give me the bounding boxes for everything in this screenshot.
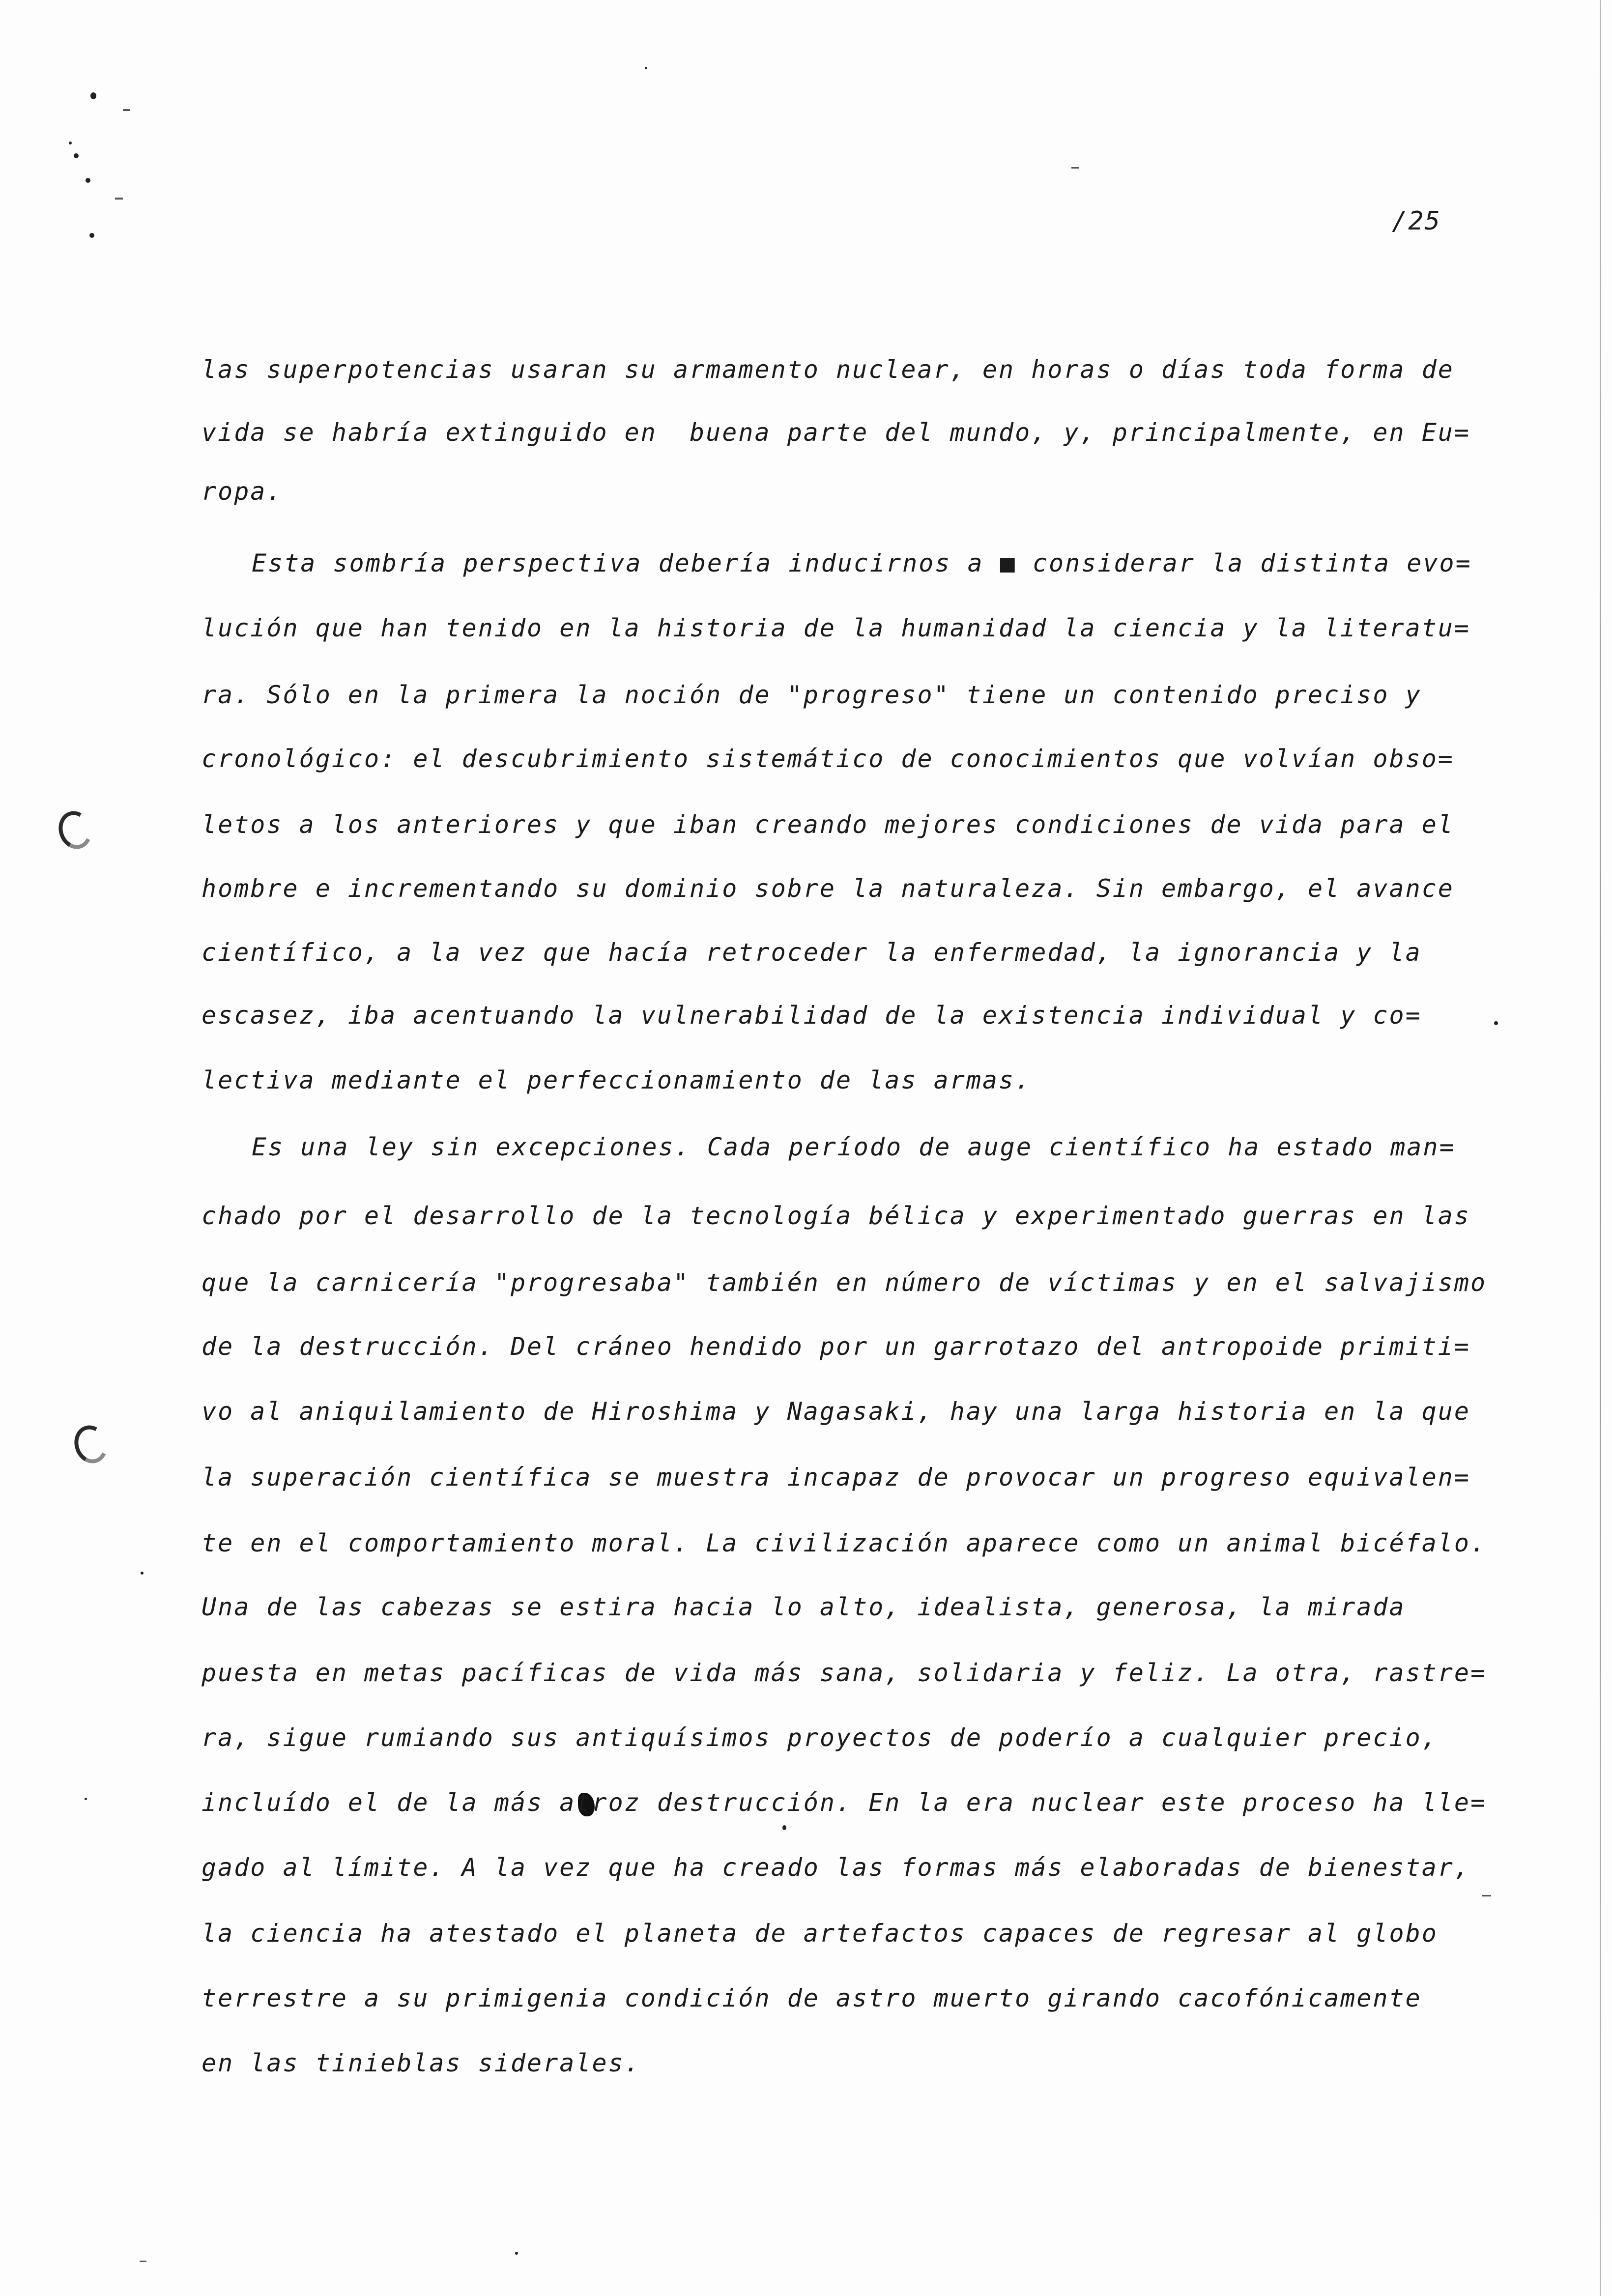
text-line: Es una ley sin excepciones. Cada período de auge científico ha estado man= <box>252 1133 1456 1161</box>
text-line: cronológico: el descubrimiento sistemático de conocimientos que volvían obso= <box>202 745 1454 773</box>
margin-dash <box>123 109 130 111</box>
text-line: de la destrucción. Del cráneo hendido por un garrotazo del antropoide primiti= <box>202 1332 1470 1361</box>
text-line: la ciencia ha atestado el planeta de artefactos capaces de regresar al globo <box>202 1919 1438 1948</box>
margin-speck <box>69 142 72 144</box>
text-line: lectiva mediante el perfeccionamiento de las armas. <box>202 1066 1032 1094</box>
text-line: chado por el desarrollo de la tecnología bélica y experimentado guerras en las <box>202 1202 1470 1230</box>
text-line: científico, a la vez que hacía retroceder la enfermedad, la ignorancia y la <box>202 938 1422 967</box>
punch-hole <box>70 1421 113 1468</box>
margin-speck <box>90 92 96 99</box>
text-line: lución que han tenido en la historia de la humanidad la ciencia y la literatu= <box>202 614 1470 642</box>
margin-speck <box>89 233 94 238</box>
text-line: vo al aniquilamiento de Hiroshima y Nagasaki, hay una larga historia en la que <box>202 1397 1470 1426</box>
margin-speck <box>86 178 90 183</box>
margin-speck <box>141 1572 144 1575</box>
text-line: en las tinieblas siderales. <box>202 2049 641 2077</box>
text-line: Esta sombría perspectiva debería inducirnos a ■ considerar la distinta evo= <box>252 549 1472 577</box>
text-line: ra, sigue rumiando sus antiquísimos proyectos de poderío a cualquier precio, <box>202 1723 1438 1752</box>
margin-speck <box>85 1798 87 1800</box>
text-line: Una de las cabezas se estira hacia lo alto, idealista, generosa, la mirada <box>202 1593 1406 1621</box>
margin-dash <box>140 2261 146 2262</box>
margin-speck <box>74 153 79 158</box>
margin-speck <box>645 67 647 69</box>
margin-dash <box>1482 1895 1491 1896</box>
text-line: vida se habría extinguido en buena parte del mundo, y, principalmente, en Eu= <box>202 418 1470 447</box>
text-line: la superación científica se muestra incapaz de provocar un progreso equivalen= <box>202 1463 1470 1492</box>
margin-speck <box>515 2252 518 2255</box>
margin-dash <box>115 198 123 200</box>
text-line: escasez, iba acentuando la vulnerabilidad de la existencia individual y co= <box>202 1001 1422 1030</box>
margin-speck <box>782 1825 786 1830</box>
margin-dash <box>1071 167 1079 169</box>
text-line: que la carnicería "progresaba" también en número de víctimas y en el salvajismo <box>202 1268 1487 1297</box>
text-line: te en el comportamiento moral. La civilización aparece como un animal bicéfalo. <box>202 1529 1487 1557</box>
scan-edge-line <box>1600 0 1601 2296</box>
text-line: gado al límite. A la vez que ha creado las formas más elaboradas de bienestar, <box>202 1853 1470 1882</box>
text-line: hombre e incrementando su dominio sobre la naturaleza. Sin embargo, el avance <box>202 874 1454 903</box>
text-line: incluído el de la más atroz destrucción. En la era nuclear este proceso ha lle= <box>202 1788 1487 1817</box>
text-line: las superpotencias usaran su armamento nuclear, en horas o días toda forma de <box>202 355 1454 384</box>
text-line: puesta en metas pacíficas de vida más sana, solidaria y feliz. La otra, rastre= <box>202 1659 1487 1687</box>
text-line: ropa. <box>202 477 283 506</box>
text-line: terrestre a su primigenia condición de astro muerto girando cacofónicamente <box>202 1984 1422 2012</box>
text-line: ra. Sólo en la primera la noción de "progreso" tiene un contenido preciso y <box>202 681 1422 709</box>
text-line: letos a los anteriores y que iban creando mejores condiciones de vida para el <box>202 810 1454 839</box>
margin-speck <box>1494 1021 1498 1025</box>
punch-hole <box>54 807 97 854</box>
page-number: /25 <box>1392 206 1441 236</box>
